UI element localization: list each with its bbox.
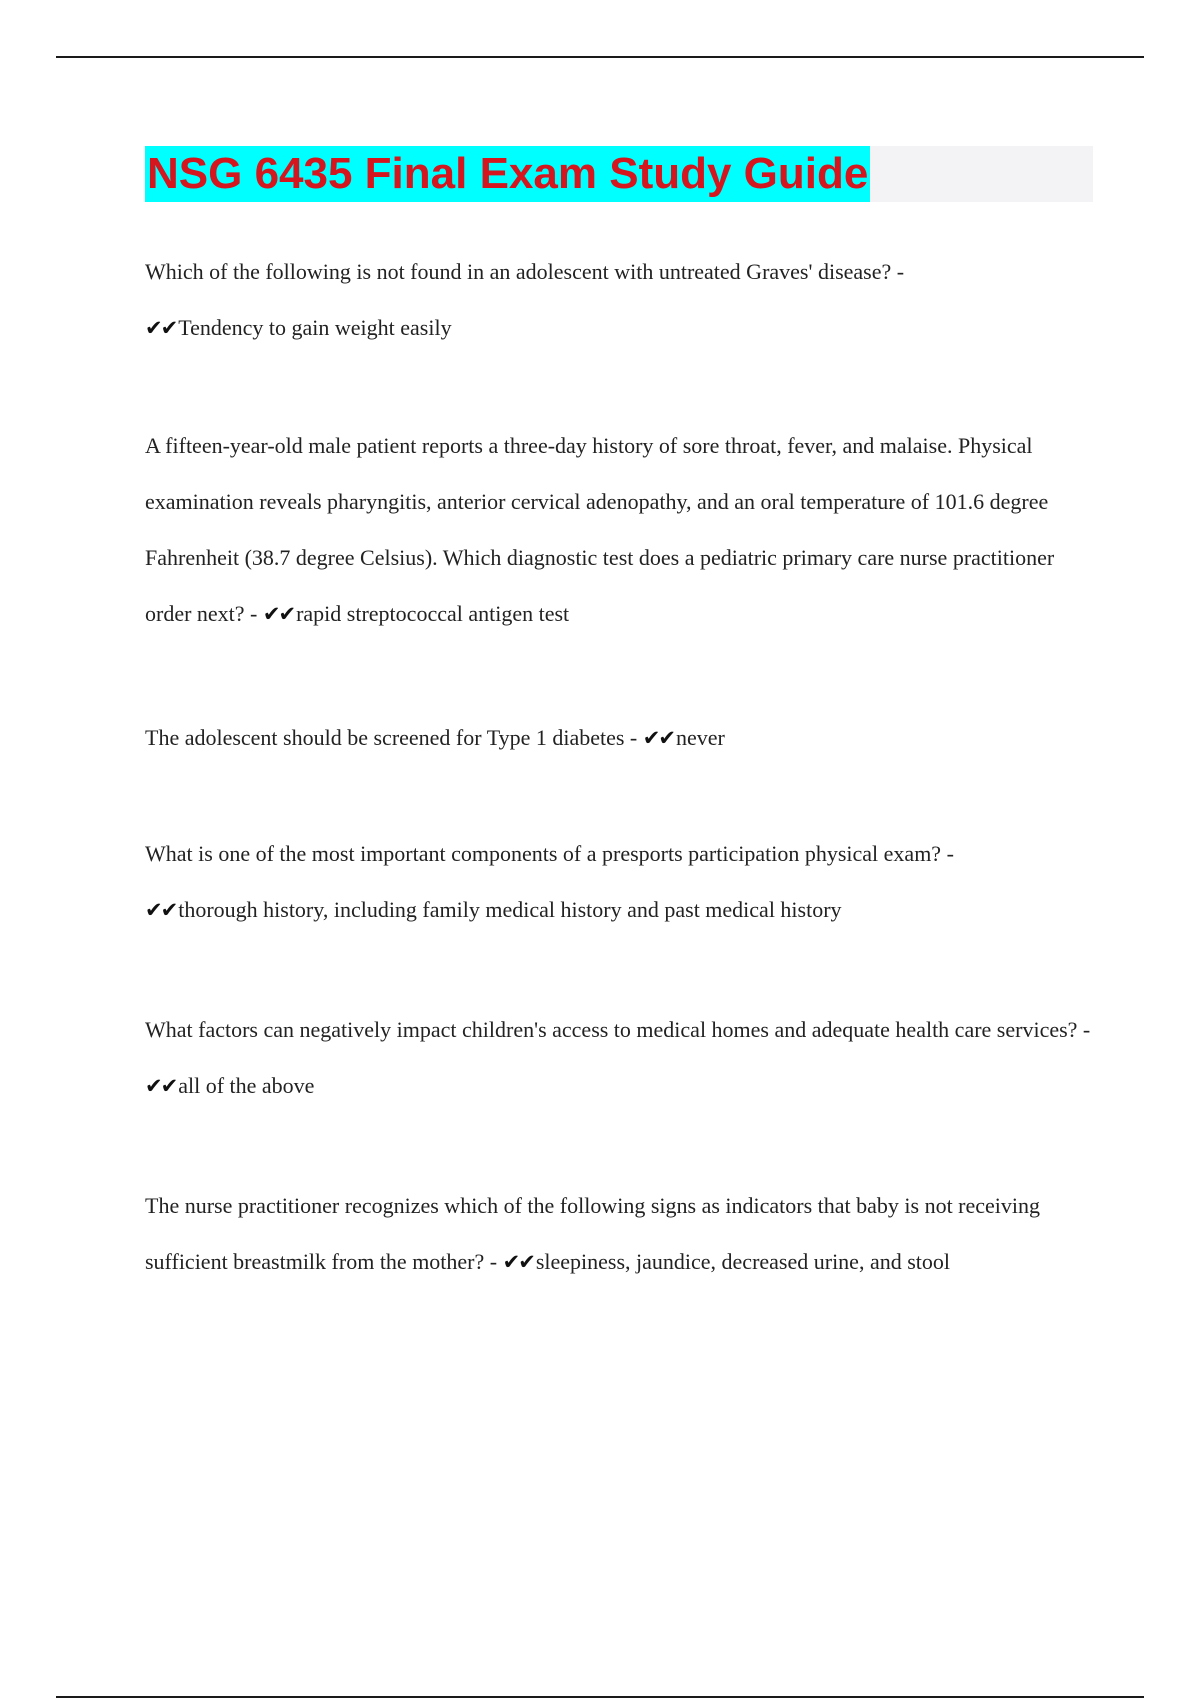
checkmark-icon: ✔✔	[642, 726, 674, 750]
question-2: A fifteen-year-old male patient reports a three-day history of sore throat, fever, and malaise. Physical examination reveals pharyngitis, anterior cervical adenopathy, and an oral temperature of 101.6 degree Fahrenheit (38.7 degree Celsius). Which diagnostic test does a pediatric primary care nurse practitioner order next? -	[145, 433, 1055, 626]
qa-item-6	[145, 1178, 1095, 1290]
header-rule	[56, 56, 1144, 58]
question-6: The nurse practitioner recognizes which of the following signs as indicators that baby is not receiving sufficient breastmilk from the mother? -	[145, 1193, 1041, 1274]
qa-item-4	[145, 826, 1095, 938]
qa-item-5	[145, 1002, 1095, 1114]
answer-5: all of the above	[178, 1073, 315, 1098]
checkmark-icon: ✔✔	[145, 898, 177, 922]
qa-item-1	[145, 244, 1095, 356]
answer-2: rapid streptococcal antigen test	[296, 601, 570, 626]
answer-6: sleepiness, jaundice, decreased urine, and stool	[535, 1249, 950, 1274]
question-3: The adolescent should be screened for Type 1 diabetes -	[145, 725, 638, 750]
checkmark-icon: ✔✔	[502, 1250, 534, 1274]
checkmark-icon: ✔✔	[262, 602, 295, 626]
question-5: What factors can negatively impact children's access to medical homes and adequate health care services? -	[145, 1017, 1091, 1042]
qa-item-2	[145, 418, 1095, 642]
checkmark-icon: ✔✔	[145, 316, 177, 340]
footer-rule	[56, 1696, 1144, 1698]
page-title: NSG 6435 Final Exam Study Guide	[145, 146, 870, 202]
answer-3: never	[675, 725, 725, 750]
answer-4: thorough history, including family medical history and past medical history	[178, 897, 842, 922]
question-4: What is one of the most important components of a presports participation physical exam? -	[145, 841, 954, 866]
qa-item-3	[145, 710, 1095, 766]
question-1: Which of the following is not found in an adolescent with untreated Graves' disease? -	[145, 259, 905, 284]
answer-1: Tendency to gain weight easily	[178, 315, 452, 340]
checkmark-icon: ✔✔	[145, 1074, 177, 1098]
